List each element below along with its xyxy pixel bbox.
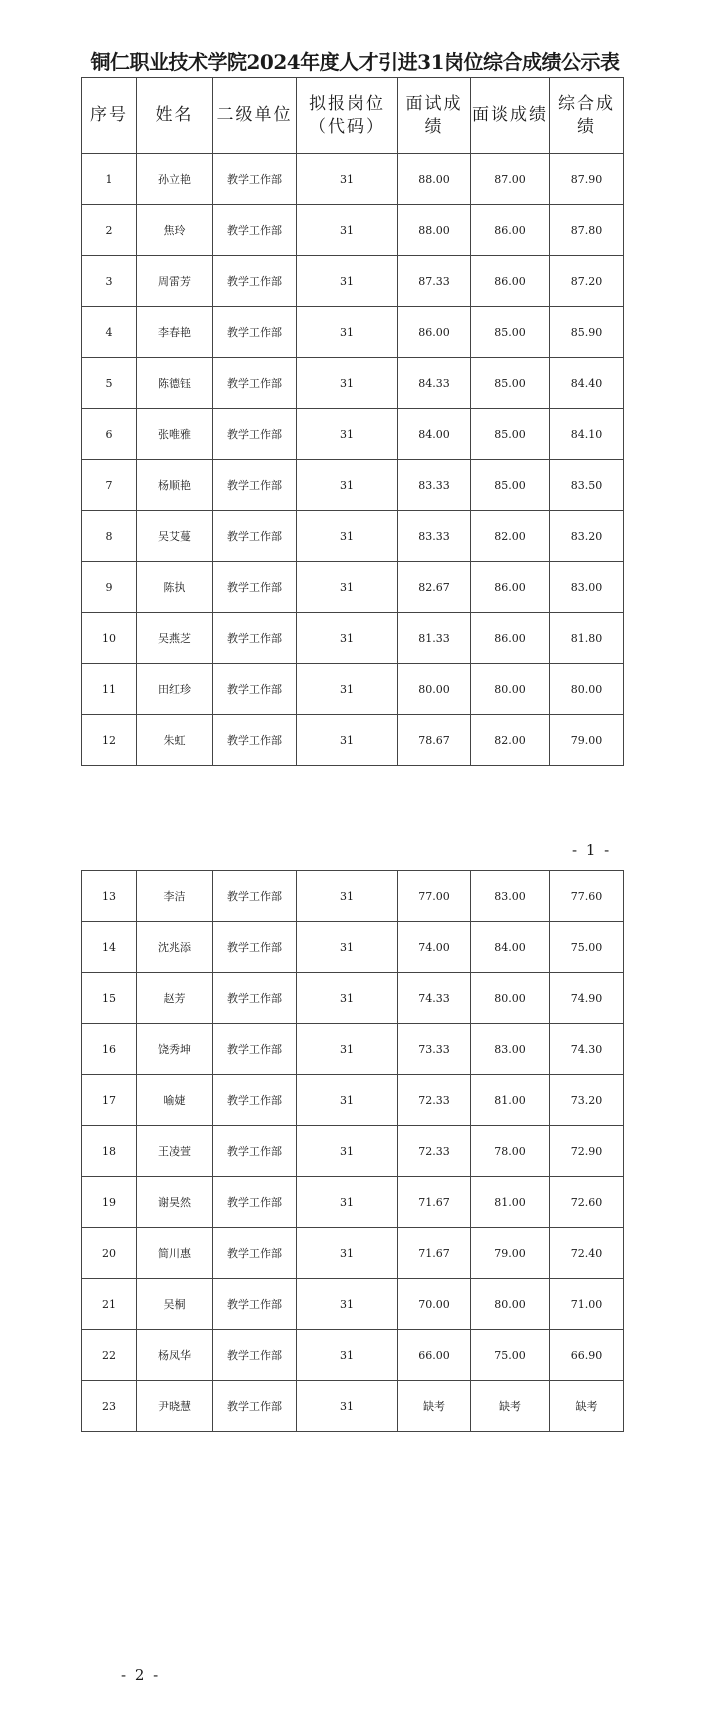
cell-unit: 教学工作部 [213, 562, 297, 613]
cell-talk-score: 86.00 [471, 256, 550, 307]
table-row [82, 664, 624, 715]
cell-total-score: 72.40 [550, 1228, 624, 1279]
cell-talk-score: 82.00 [471, 715, 550, 766]
document-title: 铜仁职业技术学院2024年度人才引进31岗位综合成绩公示表 [90, 50, 620, 74]
cell-interview-score: 66.00 [398, 1330, 471, 1381]
cell-position: 31 [297, 1228, 398, 1279]
cell-interview-score: 72.33 [398, 1075, 471, 1126]
cell-index: 5 [82, 358, 137, 409]
cell-index: 11 [82, 664, 137, 715]
cell-talk-score: 84.00 [471, 922, 550, 973]
cell-name: 焦玲 [137, 205, 213, 256]
cell-total-score: 74.90 [550, 973, 624, 1024]
cell-unit: 教学工作部 [213, 307, 297, 358]
cell-name: 赵芳 [137, 973, 213, 1024]
cell-total-score: 83.50 [550, 460, 624, 511]
cell-position: 31 [297, 358, 398, 409]
cell-unit: 教学工作部 [213, 1279, 297, 1330]
cell-position: 31 [297, 1075, 398, 1126]
cell-total-score: 79.00 [550, 715, 624, 766]
header-total-score: 综合成绩 [550, 78, 624, 154]
table-row [82, 205, 624, 256]
cell-total-score: 84.10 [550, 409, 624, 460]
cell-total-score: 80.00 [550, 664, 624, 715]
cell-interview-score: 88.00 [398, 205, 471, 256]
header-name: 姓名 [137, 78, 213, 154]
cell-talk-score: 83.00 [471, 1024, 550, 1075]
cell-name: 张唯雅 [137, 409, 213, 460]
cell-talk-score: 82.00 [471, 511, 550, 562]
cell-total-score: 85.90 [550, 307, 624, 358]
cell-position: 31 [297, 871, 398, 922]
cell-interview-score: 82.67 [398, 562, 471, 613]
cell-position: 31 [297, 922, 398, 973]
cell-total-score: 87.90 [550, 154, 624, 205]
cell-position: 31 [297, 256, 398, 307]
table-row [82, 1024, 624, 1075]
cell-interview-score: 71.67 [398, 1177, 471, 1228]
cell-position: 31 [297, 460, 398, 511]
cell-interview-score: 70.00 [398, 1279, 471, 1330]
cell-name: 陈执 [137, 562, 213, 613]
cell-unit: 教学工作部 [213, 1228, 297, 1279]
cell-name: 沈兆添 [137, 922, 213, 973]
cell-unit: 教学工作部 [213, 1330, 297, 1381]
cell-talk-score: 81.00 [471, 1177, 550, 1228]
cell-unit: 教学工作部 [213, 154, 297, 205]
table-row [82, 154, 624, 205]
cell-talk-score: 85.00 [471, 409, 550, 460]
cell-unit: 教学工作部 [213, 358, 297, 409]
cell-talk-score: 83.00 [471, 871, 550, 922]
cell-talk-score: 85.00 [471, 460, 550, 511]
table-row [82, 973, 624, 1024]
table-header-row [82, 78, 624, 154]
cell-unit: 教学工作部 [213, 973, 297, 1024]
cell-position: 31 [297, 154, 398, 205]
cell-talk-score: 85.00 [471, 307, 550, 358]
table-row [82, 871, 624, 922]
cell-name: 田红珍 [137, 664, 213, 715]
cell-talk-score: 78.00 [471, 1126, 550, 1177]
cell-total-score: 缺考 [550, 1381, 624, 1432]
cell-name: 尹晓慧 [137, 1381, 213, 1432]
cell-index: 1 [82, 154, 137, 205]
page-number-1: - 1 - [572, 841, 612, 859]
cell-unit: 教学工作部 [213, 922, 297, 973]
cell-index: 9 [82, 562, 137, 613]
cell-interview-score: 83.33 [398, 460, 471, 511]
table-row [82, 1126, 624, 1177]
cell-index: 2 [82, 205, 137, 256]
table-row [82, 511, 624, 562]
cell-unit: 教学工作部 [213, 511, 297, 562]
cell-total-score: 77.60 [550, 871, 624, 922]
cell-name: 吴燕芝 [137, 613, 213, 664]
cell-talk-score: 79.00 [471, 1228, 550, 1279]
cell-index: 22 [82, 1330, 137, 1381]
table-row [82, 1075, 624, 1126]
cell-position: 31 [297, 1330, 398, 1381]
cell-index: 10 [82, 613, 137, 664]
cell-index: 7 [82, 460, 137, 511]
cell-total-score: 84.40 [550, 358, 624, 409]
cell-talk-score: 86.00 [471, 613, 550, 664]
cell-talk-score: 86.00 [471, 562, 550, 613]
cell-position: 31 [297, 715, 398, 766]
table-row [82, 409, 624, 460]
cell-position: 31 [297, 307, 398, 358]
cell-position: 31 [297, 1279, 398, 1330]
cell-position: 31 [297, 973, 398, 1024]
cell-name: 孙立艳 [137, 154, 213, 205]
cell-name: 吴艾蔓 [137, 511, 213, 562]
cell-total-score: 81.80 [550, 613, 624, 664]
cell-name: 周雷芳 [137, 256, 213, 307]
cell-talk-score: 80.00 [471, 973, 550, 1024]
table-row [82, 256, 624, 307]
table-row [82, 1330, 624, 1381]
cell-total-score: 87.20 [550, 256, 624, 307]
cell-index: 17 [82, 1075, 137, 1126]
cell-name: 谢昊然 [137, 1177, 213, 1228]
header-position: 拟报岗位（代码） [297, 78, 398, 154]
cell-total-score: 66.90 [550, 1330, 624, 1381]
cell-position: 31 [297, 1381, 398, 1432]
cell-interview-score: 72.33 [398, 1126, 471, 1177]
table-row [82, 613, 624, 664]
cell-index: 15 [82, 973, 137, 1024]
cell-name: 杨凤华 [137, 1330, 213, 1381]
cell-interview-score: 81.33 [398, 613, 471, 664]
cell-interview-score: 缺考 [398, 1381, 471, 1432]
cell-index: 18 [82, 1126, 137, 1177]
cell-index: 19 [82, 1177, 137, 1228]
table-row [82, 1279, 624, 1330]
table-body-page-2 [82, 871, 624, 1432]
score-table-page-2 [81, 870, 624, 1432]
cell-unit: 教学工作部 [213, 664, 297, 715]
cell-unit: 教学工作部 [213, 1075, 297, 1126]
cell-name: 陈德钰 [137, 358, 213, 409]
cell-talk-score: 85.00 [471, 358, 550, 409]
cell-interview-score: 71.67 [398, 1228, 471, 1279]
table-row [82, 1381, 624, 1432]
cell-unit: 教学工作部 [213, 1126, 297, 1177]
cell-interview-score: 87.33 [398, 256, 471, 307]
table-row [82, 358, 624, 409]
cell-name: 朱虹 [137, 715, 213, 766]
cell-name: 李洁 [137, 871, 213, 922]
cell-index: 14 [82, 922, 137, 973]
cell-unit: 教学工作部 [213, 613, 297, 664]
cell-unit: 教学工作部 [213, 1381, 297, 1432]
cell-interview-score: 83.33 [398, 511, 471, 562]
cell-index: 6 [82, 409, 137, 460]
cell-unit: 教学工作部 [213, 1024, 297, 1075]
table-body-page-1 [82, 154, 624, 766]
cell-name: 王凌萱 [137, 1126, 213, 1177]
cell-name: 李春艳 [137, 307, 213, 358]
cell-position: 31 [297, 664, 398, 715]
cell-total-score: 75.00 [550, 922, 624, 973]
cell-interview-score: 77.00 [398, 871, 471, 922]
cell-interview-score: 86.00 [398, 307, 471, 358]
cell-total-score: 83.00 [550, 562, 624, 613]
cell-name: 杨顺艳 [137, 460, 213, 511]
cell-unit: 教学工作部 [213, 1177, 297, 1228]
cell-index: 21 [82, 1279, 137, 1330]
cell-index: 4 [82, 307, 137, 358]
cell-index: 20 [82, 1228, 137, 1279]
cell-talk-score: 缺考 [471, 1381, 550, 1432]
cell-total-score: 72.60 [550, 1177, 624, 1228]
cell-name: 喻婕 [137, 1075, 213, 1126]
cell-position: 31 [297, 1177, 398, 1228]
cell-total-score: 83.20 [550, 511, 624, 562]
cell-interview-score: 84.00 [398, 409, 471, 460]
cell-unit: 教学工作部 [213, 205, 297, 256]
cell-name: 吴桐 [137, 1279, 213, 1330]
cell-talk-score: 80.00 [471, 1279, 550, 1330]
cell-talk-score: 86.00 [471, 205, 550, 256]
table-row [82, 1177, 624, 1228]
score-table-page-1 [81, 77, 624, 766]
cell-unit: 教学工作部 [213, 256, 297, 307]
cell-name: 饶秀坤 [137, 1024, 213, 1075]
cell-position: 31 [297, 409, 398, 460]
cell-position: 31 [297, 1024, 398, 1075]
cell-position: 31 [297, 562, 398, 613]
header-index: 序号 [82, 78, 137, 154]
header-talk-score: 面谈成绩 [471, 78, 550, 154]
header-interview-score: 面试成绩 [398, 78, 471, 154]
cell-interview-score: 73.33 [398, 1024, 471, 1075]
cell-total-score: 87.80 [550, 205, 624, 256]
table-row [82, 715, 624, 766]
cell-unit: 教学工作部 [213, 715, 297, 766]
cell-interview-score: 84.33 [398, 358, 471, 409]
cell-total-score: 74.30 [550, 1024, 624, 1075]
cell-index: 8 [82, 511, 137, 562]
cell-position: 31 [297, 511, 398, 562]
cell-talk-score: 81.00 [471, 1075, 550, 1126]
table-row [82, 562, 624, 613]
cell-talk-score: 87.00 [471, 154, 550, 205]
cell-index: 12 [82, 715, 137, 766]
cell-index: 16 [82, 1024, 137, 1075]
cell-index: 23 [82, 1381, 137, 1432]
cell-position: 31 [297, 1126, 398, 1177]
cell-total-score: 72.90 [550, 1126, 624, 1177]
cell-unit: 教学工作部 [213, 460, 297, 511]
cell-talk-score: 80.00 [471, 664, 550, 715]
cell-unit: 教学工作部 [213, 409, 297, 460]
header-unit: 二级单位 [213, 78, 297, 154]
table-row [82, 307, 624, 358]
table-row [82, 922, 624, 973]
cell-interview-score: 80.00 [398, 664, 471, 715]
cell-interview-score: 74.00 [398, 922, 471, 973]
table-row [82, 1228, 624, 1279]
cell-index: 13 [82, 871, 137, 922]
cell-index: 3 [82, 256, 137, 307]
cell-total-score: 73.20 [550, 1075, 624, 1126]
cell-position: 31 [297, 205, 398, 256]
cell-total-score: 71.00 [550, 1279, 624, 1330]
page-number-2: - 2 - [121, 1666, 161, 1684]
cell-interview-score: 88.00 [398, 154, 471, 205]
cell-interview-score: 74.33 [398, 973, 471, 1024]
cell-talk-score: 75.00 [471, 1330, 550, 1381]
cell-unit: 教学工作部 [213, 871, 297, 922]
cell-name: 简川惠 [137, 1228, 213, 1279]
cell-interview-score: 78.67 [398, 715, 471, 766]
table-row [82, 460, 624, 511]
cell-position: 31 [297, 613, 398, 664]
